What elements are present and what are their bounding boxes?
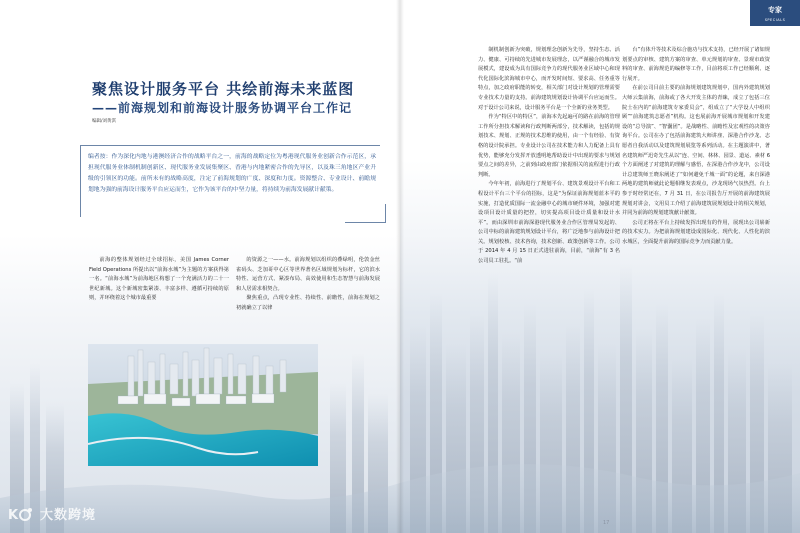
paragraph: 聚焦重点，凸现专业性、持续性、前瞻性，前海在规划之初就确立了以律 [236,295,380,311]
section-tag [750,0,800,26]
section-tag-english: SPECIALS [764,18,786,22]
page-gutter [396,0,404,533]
paragraph: 今年年初，前海进行了规划平台、建筑景观设计平台和工程设计平台三个平台的招标，这是“为保证前海规划蓝本平的实施，打造优质国际一流金融中心的城市硬件环境，加强对建设项目设计质量的把控，切实提高项目设计质量和设计水平”。而由深圳市前海深港现代服务业合作区管理局发起的、公司中标的前海建筑规划设计平台，将广泛地参与前海设计把关。规划校核、技术咨询，技术创新、政策创新等工作。公司于 2014 年 4 月 15 日正式进驻前海，目前，“前海”有 3 名公司员工驻扎。“前 [478,181,620,265]
paragraph: 在前公司目前主要的前海规划建筑规划中，国内外建筑规划大师云集前海，前海或了各大开发主体的青睐，成立了包括三位院士在内的“前海建筑专家委员会”，组成立了“大学设人中组织顾”“前海建筑志愿者”机构。这也展前海开展城市规划和开发建设的“总导演”、“智囊团”。是战略性、前瞻性及宏观性的决策咨询平台。公司在办了包括前海建筑大师讲座、深港合作沙龙、志愿者自我活动以及建筑规划展览等系列活动。在主题演讲中，著名建筑师严迅奇先生从以“连、空间、林林、园景、道运、素材 6 个方面阐述了对建筑的理解与感悟，在深港合作沙龙中，公司设计总建筑师王晓东阐述了“如何避免千城一面”的论题，来自深港两地的建筑师就此论题相继发表观点，沙龙现场气氛热烈。台上参于时经常还在，7 月 31 日，在公司报告厅开展的前海建筑展规划对讲会，文用员工介绍了前海建筑展规划设计的相关规划，并同为前海的规划建筑献计献策。 [622,85,770,217]
page-number: 17 [603,520,610,526]
body-column-left-2 [236,256,380,314]
ksb-logo-icon [8,505,34,523]
paragraph: 公司正将在平台上持续发挥出现有的作用，展现出公司崭新的技术实力。为把前海规划建设成国际化、现代化、人性化的滨水城区，全面提升前海的国际竞争力而贡献力量。 [622,219,770,245]
article-subtitle: ——前海规划和前海设计服务协调平台工作记 [92,101,353,115]
article-title: 聚焦设计服务平台 共绘前海未来蓝图 [92,80,355,98]
paragraph: 前海的整体规划经过全球招标，美国 James Corner Field Operations 所提出以“前海水城”为主题的方案获得第一名。“前海水城”为前海地区构想了一个充满活力的二十一世纪新城。这个新城密集紧凑、丰富多样、遵循可持续的原则，并环绕着这个城市最重要 [89,257,229,302]
svg-text:K: K [8,507,19,523]
body-column-right-1 [478,46,620,267]
paragraph: 作为“特区中的特区”，前海本先起遍可的路在前海的管理工作所分担技术解读和行政判断两部分，技术解读，包括的规划技术、规划、正规的技术思维的使用，由一个有经验、有资格的设计院承担。专业设计公司在技术能力和人力配备上具有优势，能够充分发挥开放透明地帮助设计中出现的要求与规划要点之间的差异，之前到由政府部门依据相关的流程进行行政判断。 [478,114,620,178]
body-column-right-2 [622,46,770,247]
watermark-brand: 大数跨境 [40,508,97,523]
paragraph: 台”有体升等技术及综合施功与技术支持，已经开展了诸如规划要点的审核、建筑方案的审查、单元规划的审查、景观市政资料的审查、前海规范的编修等工作，目前将项工作已经顺利、逐行展开。 [622,47,770,82]
body-column-left-1 [89,256,229,304]
section-tag-label: 专家 [768,6,782,14]
qianhai-aerial-rendering [88,344,318,466]
watermark [8,504,96,523]
article-byline: 编辑/刘黄淇 [92,119,117,124]
paragraph: 的资源之一——水。前海规划以组织的叠绿明，伦敦金丝雀码头、芝加哥中心区等世界著名区域规划为标杆，它的滨水特性、运营方式、紧凑布局、高效使用和生态智慧与前海发展和人居需求相契合。 [236,257,380,292]
paragraph: 制机制创新为突破，规划理念创新为先导，坚持生态、活力、健康、可持续的先进城市发展理念，以严谨融合的城市发展模式，建设成为具有国际竞争力的现代服务业区域中心和现代化国际化滨海城市中心，而开发时间短、要求高、任务重等特点，加之政府职能的转变，相关部门对设计规划的管理需要专业技术力量的支持。前海建筑规划设计协调平台应运而生。对于设计公司来说，设计服务平台是一个全新的业务类型。 [478,47,620,111]
editor-note: 编者按：作为深化内地与港澳经济合作的战略平台之一，前海的战略定位为粤港现代服务业创新合作示范区，承担现代服务业体制机制创新区、现代服务业发展集聚区、香港与内地紧密合作的先导区，以及珠三角地区产业升级的引领区的功能。前所未有的战略高度，注定了前海规划的广度、深度和力度。资源整合、专业设计、前瞻规划地为强的前海设计服务平台应运而生，它作为该平台的中坚力量，将持续为前海发展献计献策。 [88,154,376,193]
